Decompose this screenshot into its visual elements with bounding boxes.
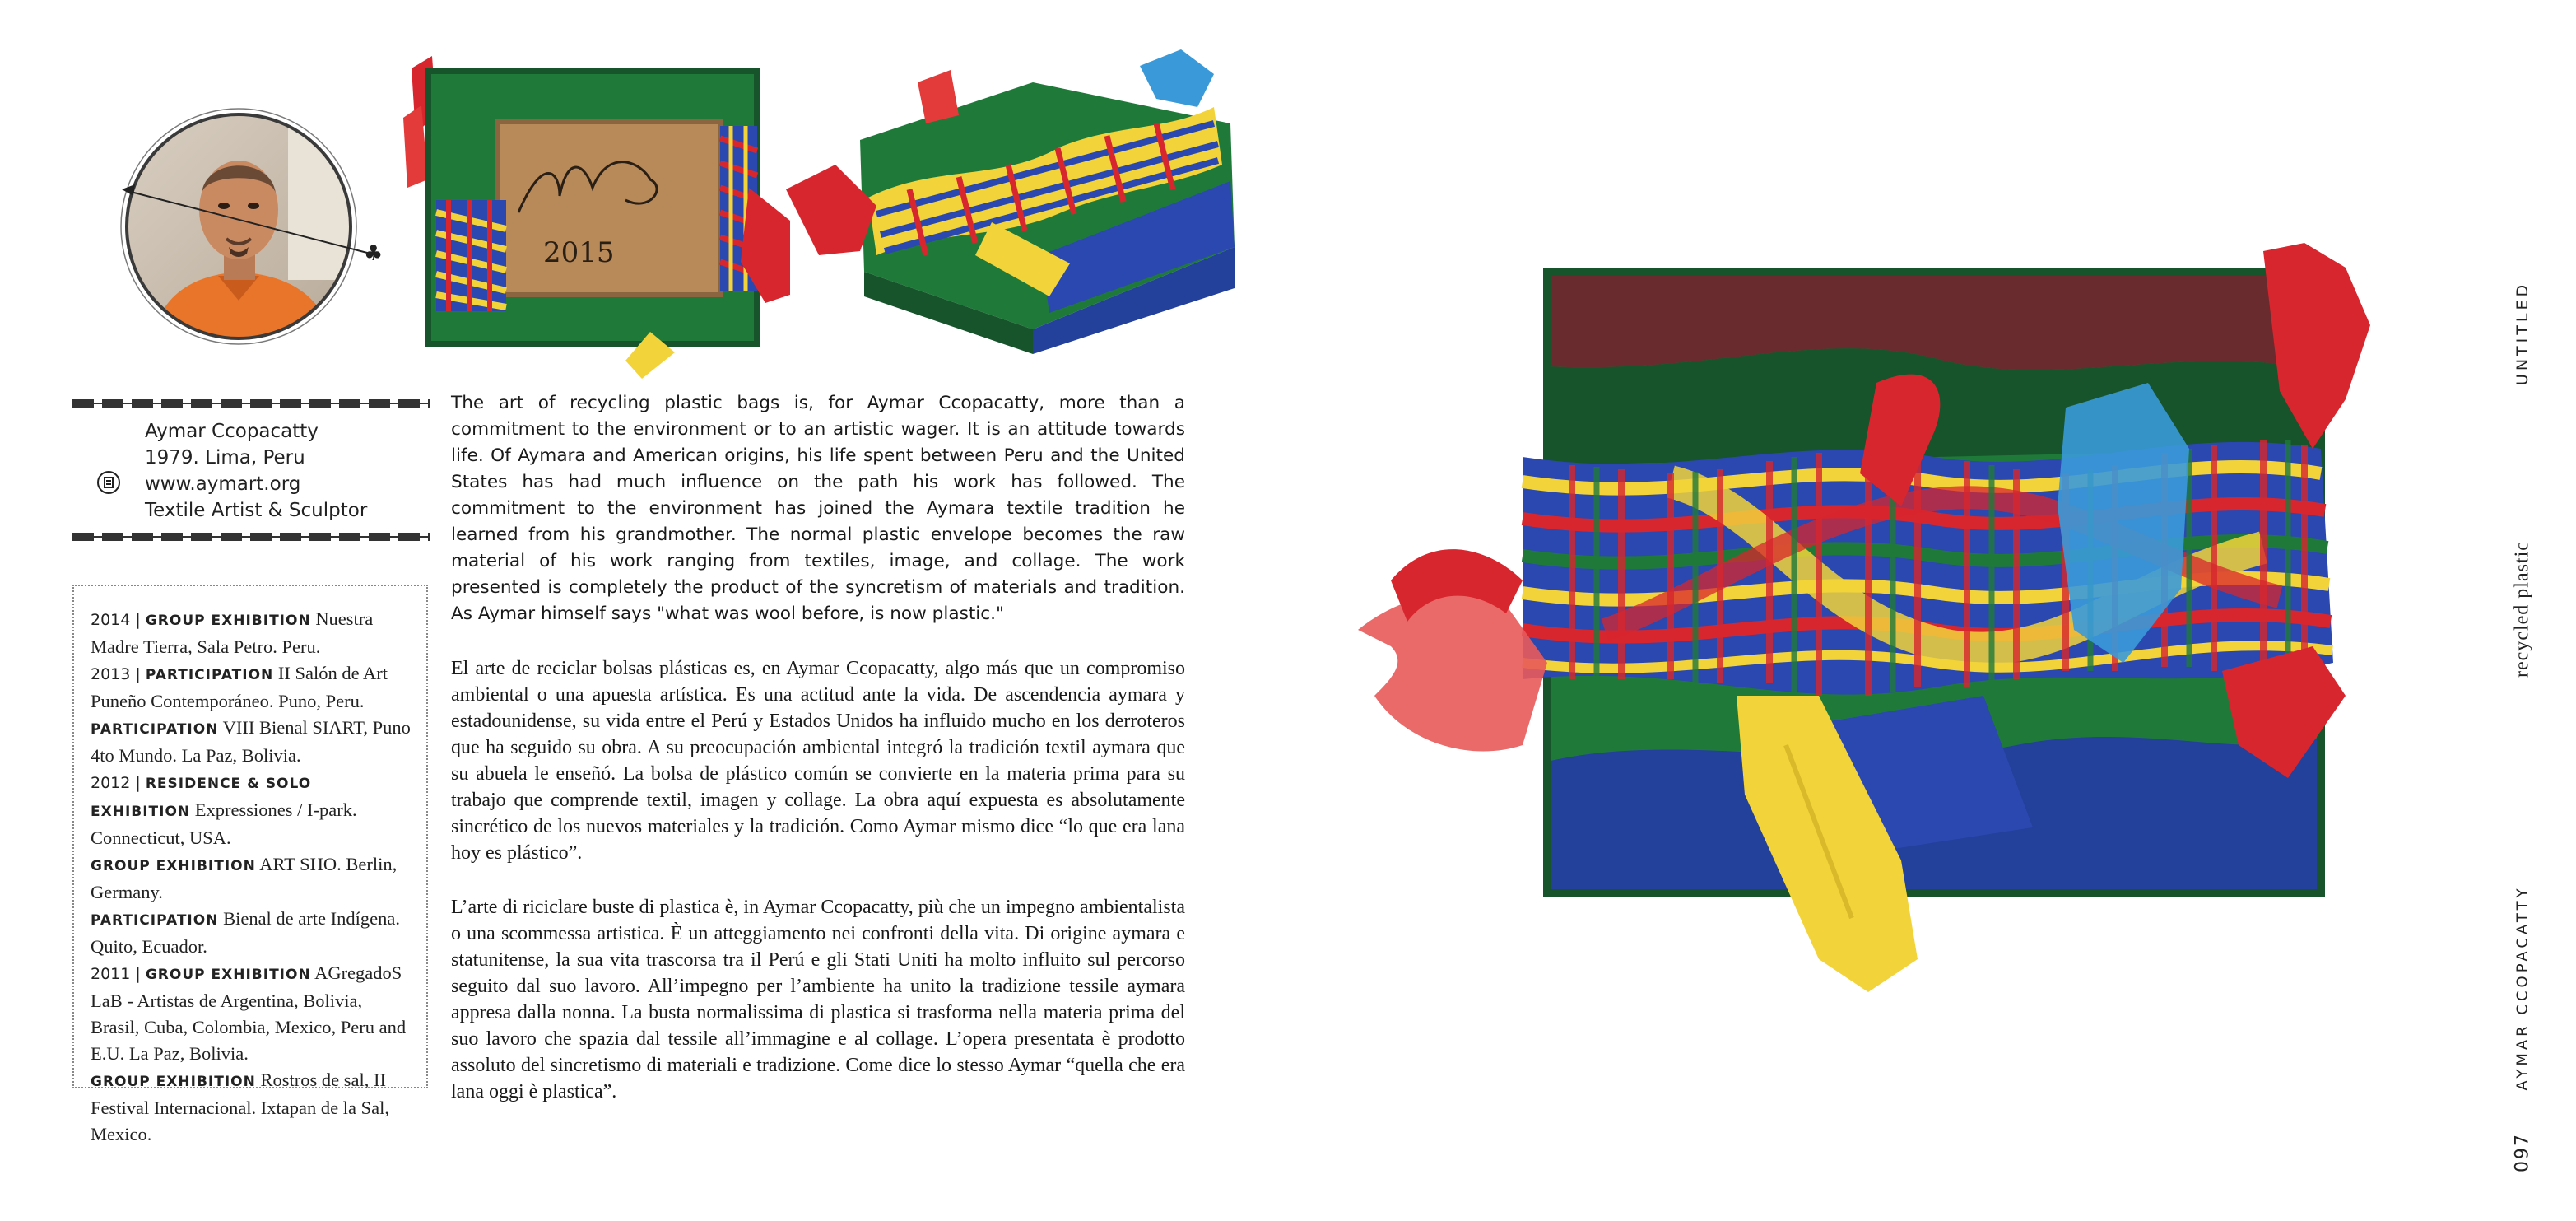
artist-portrait bbox=[123, 107, 384, 354]
exhibitions-box bbox=[72, 585, 428, 1144]
thumbnail-year: 2015 bbox=[543, 236, 615, 269]
artist-info bbox=[145, 418, 367, 524]
artist-badge-icon bbox=[95, 469, 122, 496]
statement-italian: L’arte di riciclare buste di plastica è, in Aymar Ccopacatty, più che un impegno ambientalista o una scommessa artistica. È un atteggiamento nei confronti della vita. Di origine aymara e statunitense, la sua vita trascorsa tra il Perú e gli Stati Uniti ha molto influito sul percorso seguito dal suo lavoro. All’impegno per l’ambiente ha unito la tradizione tessile aymara appresa dalla nonna. La busta normalissima di plastica si trasforma nella materia prima del suo lavoro che spazia dal tessile all’immagine e al collage. L’opera presentata è prodotto assoluto del sincretismo di materiali e tradizione. Come dice lo stesso Aymar “quella che era lana oggi è plastica”. bbox=[451, 897, 1185, 1102]
artwork-side-photo bbox=[786, 49, 1247, 362]
bottom-dashed-rule bbox=[72, 533, 430, 541]
exhibition-entry: PARTICIPATION Bienal de arte Indígena. Quito, Ecuador. bbox=[91, 908, 400, 957]
sidebar-artist: AYMAR CCOPACATTY bbox=[2513, 885, 2532, 1091]
exhibition-entry: PARTICIPATION VIII Bienal SIART, Puno 4to Mundo. La Paz, Bolivia. bbox=[91, 717, 411, 766]
page-number: 097 bbox=[2512, 1133, 2533, 1172]
exhibition-entry: 2012 | RESIDENCE & SOLO EXHIBITION Expressiones / I-park. Connecticut, USA. bbox=[91, 774, 357, 848]
artist-name: Aymar Ccopacatty bbox=[145, 421, 319, 442]
artist-statement bbox=[451, 390, 1185, 1133]
top-dashed-rule bbox=[72, 399, 430, 408]
artist-website[interactable]: www.aymart.org bbox=[145, 473, 301, 495]
statement-spanish: El arte de reciclar bolsas plásticas es, en Aymar Ccopacatty, algo más que un compromiso ambiental o una apuesta artística. Es una actitud ante la vida. De ascendencia aymara y estadounidense, su vida entre el Perú y Estados Unidos ha influido mucho en los derroteros que ha seguido su obra. A su preocupación ambiental integró la tradición textil aymara que su abuela le enseñó. La bolsa de plástico común se convierte en la materia prima para su trabajo que comprende textil, imagen y collage. La obra aquí expuesta es absolutamente sincrético de los nuevos materiales y la tradición. Como Aymar mismo dice “lo que era lana hoy es plástico”. bbox=[451, 658, 1185, 864]
artwork-main-image bbox=[1358, 235, 2395, 1000]
artwork-back-photo bbox=[403, 56, 790, 379]
exhibition-entry: GROUP EXHIBITION Rostros de sal, II Festival Internacional. Ixtapan de la Sal, Mexico. bbox=[91, 1070, 389, 1144]
sidebar-material: recycled plastic bbox=[2511, 541, 2533, 678]
artist-born: 1979. Lima, Peru bbox=[145, 447, 305, 468]
exhibition-entry: 2011 | GROUP EXHIBITION AGregadoS LaB - Artistas de Argentina, Bolivia, Brasil, Cuba, Colombia, Mexico, Peru and E.U. La Paz, Bolivia. bbox=[91, 962, 407, 1064]
statement-english: The art of recycling plastic bags is, for Aymar Ccopacatty, more than a commitment to the environment or to an artistic wager. It is an attitude towards life. Of Aymara and American origins, his life spent between Peru and the United States has had much influence on the path his work has followed. The commitment to the environment has joined the Aymara textile tradition he learned from his grandmother. The normal plastic envelope becomes the raw material of his work ranging from textiles, image, and collage. The work presented is completely the product of the syncretism of materials and tradition. As Aymar himself says "what was wool before, is now plastic." bbox=[451, 393, 1185, 624]
sidebar-title: UNTITLED bbox=[2513, 281, 2532, 386]
exhibition-entry: 2014 | GROUP EXHIBITION Nuestra Madre Tierra, Sala Petro. Peru. bbox=[91, 608, 374, 657]
exhibition-entry: 2013 | PARTICIPATION II Salón de Art Puneño Contemporáneo. Puno, Peru. bbox=[91, 663, 388, 711]
exhibition-entry: GROUP EXHIBITION ART SHO. Berlin, Germany. bbox=[91, 854, 398, 902]
artist-role: Textile Artist & Sculptor bbox=[145, 500, 368, 521]
svg-text:♣: ♣ bbox=[364, 241, 384, 266]
